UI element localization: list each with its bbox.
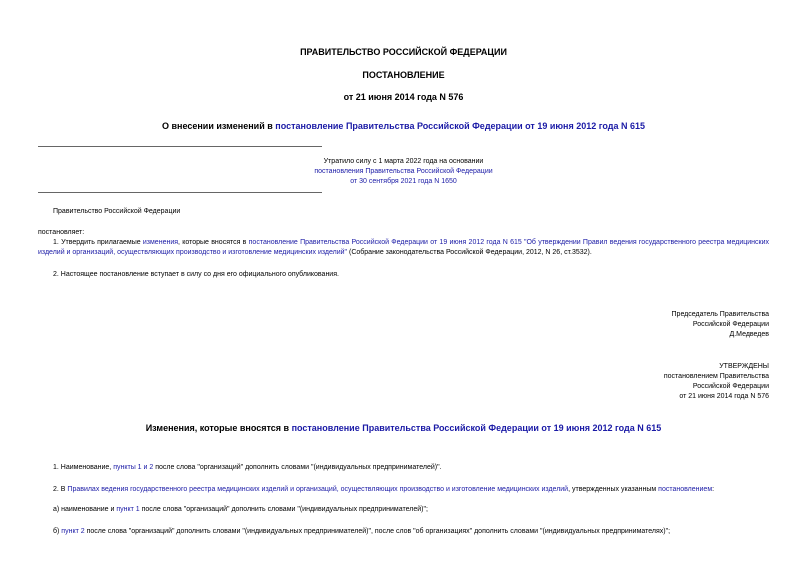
repeal-notice-link-line2[interactable]: постановления Правительства Российской Федерации — [314, 168, 493, 175]
change-item-1-link[interactable]: пункты 1 и 2 — [113, 464, 154, 471]
notice-bottom-rule — [38, 192, 322, 193]
signature-name: Д.Медведев — [729, 331, 769, 338]
government-heading: ПРАВИТЕЛЬСТВО РОССИЙСКОЙ ФЕДЕРАЦИИ — [300, 47, 507, 57]
signature-line1: Председатель Правительства — [671, 311, 769, 318]
document-title-link[interactable]: постановление Правительства Российской Федерации от 19 июня 2012 года N 615 — [275, 121, 646, 131]
notice-top-rule — [38, 146, 322, 147]
change-item-2-part-c: : — [712, 486, 715, 493]
approved-line4: от 21 июня 2014 года N 576 — [679, 393, 769, 400]
change-item-1-part-a: 1. Наименование, — [53, 464, 114, 471]
change-item-2-part-a: 2. В — [53, 486, 68, 493]
change-subitem-a — [53, 505, 428, 515]
paragraph-1-changes-link[interactable]: изменения — [142, 239, 179, 246]
changes-title — [0, 423, 807, 433]
paragraph-1-part-b: , которые вносятся в — [178, 239, 249, 246]
signature-block — [672, 310, 769, 340]
change-subitem-b — [53, 527, 670, 537]
changes-title-link[interactable]: постановление Правительства Российской Федерации от 19 июня 2012 года N 615 — [291, 423, 662, 433]
document-date-line: от 21 июня 2014 года N 576 — [343, 92, 464, 102]
signature-line2: Российской Федерации — [692, 321, 769, 328]
change-item-2-rules-link[interactable]: Правилах ведения государственного реестра медицинских изделий и организаций, осуществляющих производство и изготовление медицинских изделий — [67, 486, 569, 493]
change-subitem-b-part-a: б) — [53, 528, 62, 535]
change-subitem-a-link[interactable]: пункт 1 — [116, 506, 140, 513]
paragraph-1-resolution-link[interactable]: постановление Правительства Российской Федерации от 19 июня 2012 года N 615 "Об утверждении Правил ведения государственного реестра медицинских изделий и организаций, осуществляющих производство и изготовление медицинских изделий" — [38, 239, 769, 256]
repeal-notice — [0, 157, 807, 187]
document-type-heading: ПОСТАНОВЛЕНИЕ — [362, 70, 445, 80]
change-subitem-a-part-a: а) наименование и — [53, 506, 117, 513]
approved-line1: УТВЕРЖДЕНЫ — [719, 363, 769, 370]
change-item-2 — [53, 485, 714, 495]
paragraph-2: 2. Настоящее постановление вступает в силу со дня его официального опубликования. — [53, 271, 339, 278]
paragraph-1-part-a: 1. Утвердить прилагаемые — [53, 239, 143, 246]
changes-title-prefix: Изменения, которые вносятся в — [145, 423, 292, 433]
repeal-notice-line1: Утратило силу с 1 марта 2022 года на основании — [323, 158, 484, 165]
intro-text: Правительство Российской Федерации — [53, 208, 181, 215]
resolves-text: постановляет: — [38, 229, 85, 236]
change-subitem-a-part-b: после слова "организаций" дополнить словами "(индивидуальных предпринимателей)"; — [139, 506, 428, 513]
change-subitem-b-part-b: после слова "организаций" дополнить словами "(индивидуальных предпринимателей)", после слов "об организациях" дополнить словами "(индивидуальных предпринимателях)"; — [84, 528, 671, 535]
paragraph-1 — [38, 238, 769, 258]
change-item-1 — [53, 463, 442, 473]
document-title-prefix: О внесении изменений в — [161, 121, 276, 131]
change-subitem-b-link[interactable]: пункт 2 — [61, 528, 85, 535]
change-item-2-part-b: , утвержденных указанным — [568, 486, 659, 493]
change-item-1-part-b: после слова "организаций" дополнить словами "(индивидуальных предпринимателей)". — [153, 464, 442, 471]
paragraph-1-part-c: (Собрание законодательства Российской Федерации, 2012, N 26, ст.3532). — [347, 249, 592, 256]
repeal-notice-link-line3[interactable]: от 30 сентября 2021 года N 1650 — [350, 178, 457, 185]
approved-line3: Российской Федерации — [692, 383, 769, 390]
change-item-2-resolution-link[interactable]: постановлением — [658, 486, 713, 493]
approved-block — [664, 362, 769, 402]
document-title — [0, 121, 807, 131]
approved-line2: постановлением Правительства — [663, 373, 769, 380]
